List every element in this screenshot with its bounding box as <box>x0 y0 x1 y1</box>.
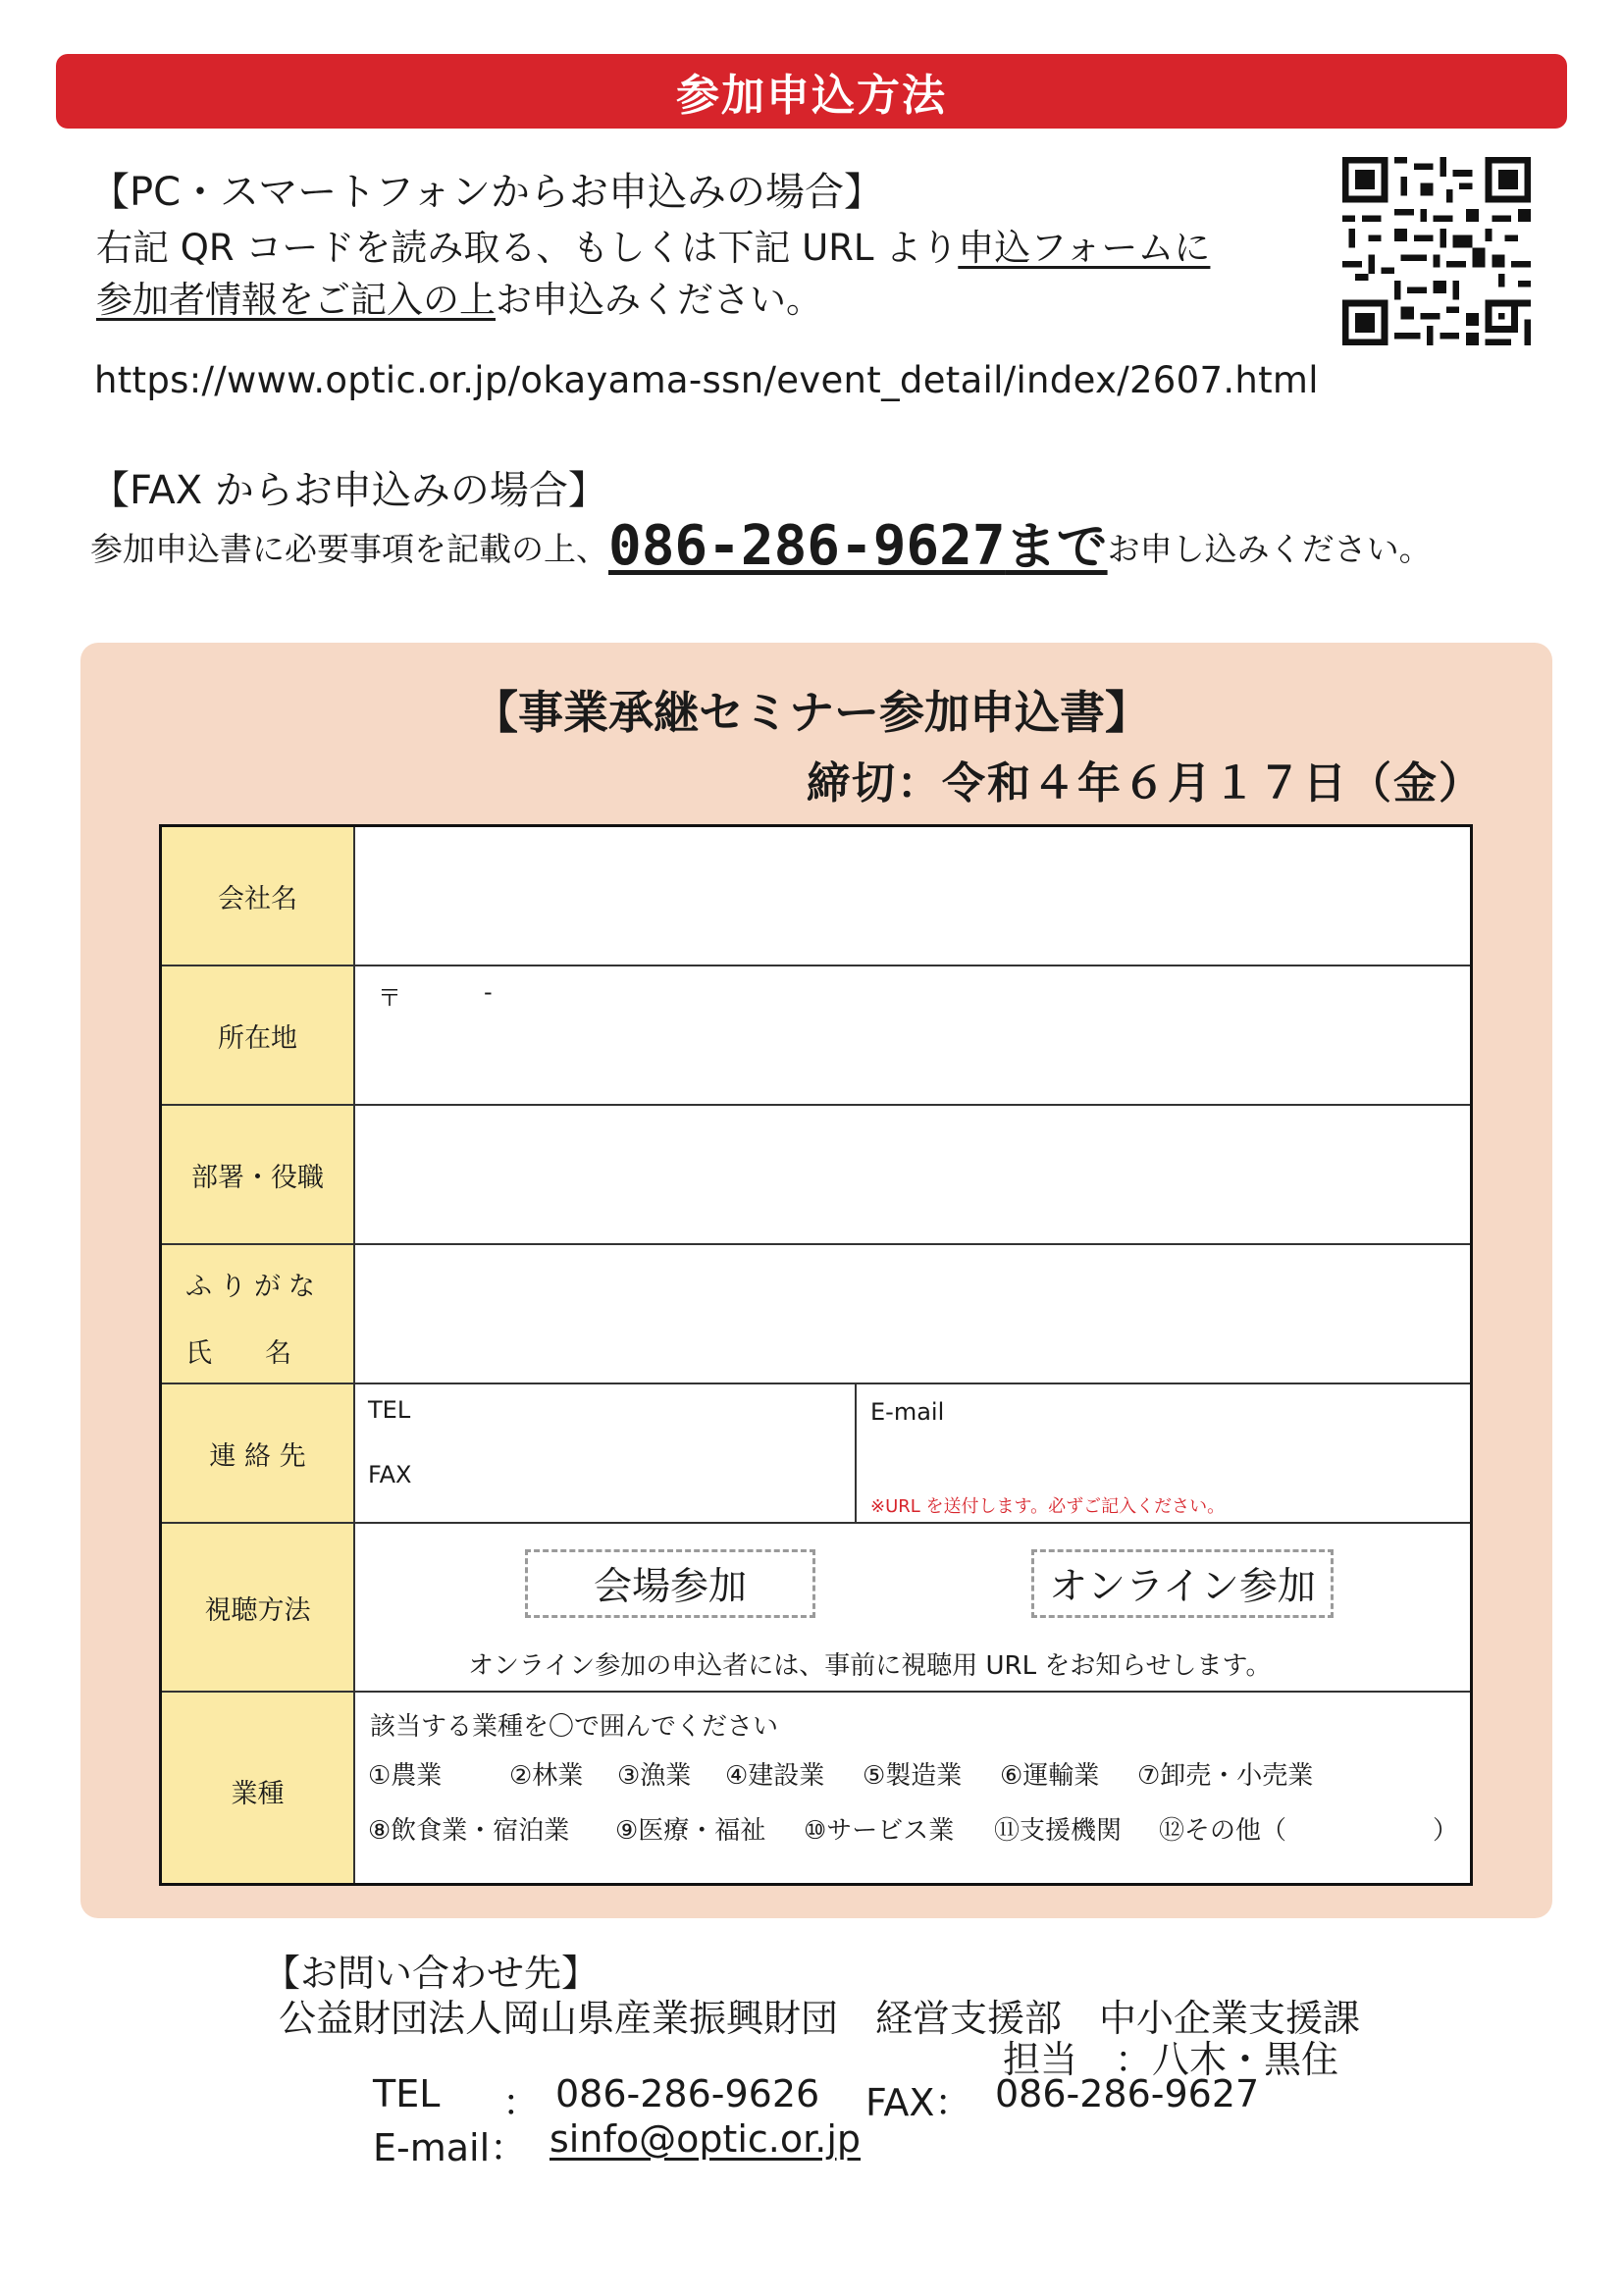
email-note: ※URL を送付します。必ずご記入ください。 <box>870 1496 1226 1517</box>
email-label: E-mail <box>870 1398 945 1426</box>
contact-email-label: E-mail： <box>373 2126 528 2169</box>
contact-heading: 【お問い合わせ先】 <box>263 1952 600 1995</box>
label-address: 所在地 <box>218 1022 297 1054</box>
label-department: 部署・役職 <box>191 1162 324 1193</box>
online-note: オンライン参加の申込者には、事前に視聴用 URL をお知らせします。 <box>468 1651 1272 1681</box>
pc-instruction-line2 <box>96 270 822 323</box>
row-viewing-method <box>162 1524 1470 1693</box>
label-industry: 業種 <box>231 1778 285 1809</box>
venue-option[interactable]: 会場参加 <box>525 1549 815 1618</box>
fax-made: まで <box>1005 518 1108 577</box>
pc-instruction-line1 <box>96 218 1210 271</box>
pc-line1-text: 右記 QR コードを読み取る、もしくは下記 URL より <box>96 227 959 269</box>
fax-heading: 【FAX からお申込みの場合】 <box>90 468 607 513</box>
section-banner: 参加申込方法 <box>56 54 1567 129</box>
label-company: 会社名 <box>218 883 297 914</box>
fax-number: 086-286-9627 <box>608 514 1006 578</box>
postal-mark: 〒 <box>378 984 401 1012</box>
form-deadline: 締切：令和４年６月１７日（金） <box>807 758 1484 809</box>
industry-option[interactable]: ⑤製造業 <box>863 1761 963 1791</box>
online-option[interactable]: オンライン参加 <box>1031 1549 1334 1618</box>
fax-label: FAX <box>368 1461 412 1488</box>
contact-fax: 086-286-9627 <box>995 2072 1260 2115</box>
contact-org: 公益財団法人岡山県産業振興財団 経営支援部 中小企業支援課 <box>279 1997 1361 2040</box>
postal-dash: - <box>484 978 493 1006</box>
fax-instruction <box>90 505 1432 579</box>
industry-option[interactable]: ⑥運輸業 <box>1000 1761 1100 1791</box>
row-name[interactable] <box>162 1245 1470 1384</box>
contact-divider <box>855 1384 857 1522</box>
label-name: 氏 名 <box>185 1338 291 1369</box>
industry-option[interactable]: ⑧飲食業・宿泊業 <box>368 1816 570 1846</box>
contact-tel: 086-286-9626 <box>555 2072 820 2115</box>
row-company[interactable] <box>162 827 1470 966</box>
contact-email-link[interactable]: sinfo@optic.or.jp <box>550 2117 862 2161</box>
pc-heading: 【PC・スマートフォンからお申込みの場合】 <box>90 170 884 215</box>
industry-option[interactable]: ②林業 <box>509 1761 584 1791</box>
pc-line2-underlined: 参加者情報をご記入の上 <box>96 279 496 321</box>
application-form-table <box>159 824 1473 1886</box>
contact-fax-label: FAX： <box>865 2081 972 2124</box>
row-contact[interactable] <box>162 1384 1470 1524</box>
industry-option[interactable]: ⑨医療・福祉 <box>615 1816 766 1846</box>
label-furigana: ふりがな <box>185 1272 323 1302</box>
pc-line1-underlined: 申込フォームに <box>958 227 1211 269</box>
industry-option[interactable]: ⑩サービス業 <box>804 1816 955 1846</box>
fax-tail: お申し込みください。 <box>1107 530 1432 568</box>
contact-tel-colon: ： <box>502 2081 541 2124</box>
industry-option[interactable]: ⑪支援機関 <box>994 1816 1123 1846</box>
industry-option-other[interactable]: ⑫その他（ <box>1159 1816 1287 1846</box>
label-viewing-method: 視聴方法 <box>204 1594 311 1626</box>
industry-other-close: ） <box>1433 1816 1459 1846</box>
tel-label: TEL <box>368 1396 411 1424</box>
contact-staff: 担当 ：八木・黒住 <box>1003 2038 1339 2081</box>
qr-code-icon[interactable] <box>1342 157 1531 345</box>
pc-line2-text: お申込みください。 <box>496 279 822 321</box>
industry-instruction: 該当する業種を〇で囲んでください <box>370 1712 779 1742</box>
industry-option[interactable]: ④建設業 <box>725 1761 825 1791</box>
form-title: 【事業承継セミナー参加申込書】 <box>473 686 1150 739</box>
row-department[interactable] <box>162 1106 1470 1245</box>
industry-option[interactable]: ③漁業 <box>617 1761 692 1791</box>
row-address[interactable] <box>162 966 1470 1106</box>
row-industry <box>162 1693 1470 1889</box>
fax-lead: 参加申込書に必要事項を記載の上、 <box>90 530 608 568</box>
contact-tel-label: TEL <box>373 2072 441 2115</box>
industry-option[interactable]: ①農業 <box>368 1761 443 1791</box>
application-url[interactable]: https://www.optic.or.jp/okayama-ssn/event_detail/index/2607.html <box>94 359 1319 401</box>
label-contact: 連 絡 先 <box>209 1440 306 1472</box>
industry-option[interactable]: ⑦卸売・小売業 <box>1137 1761 1314 1791</box>
